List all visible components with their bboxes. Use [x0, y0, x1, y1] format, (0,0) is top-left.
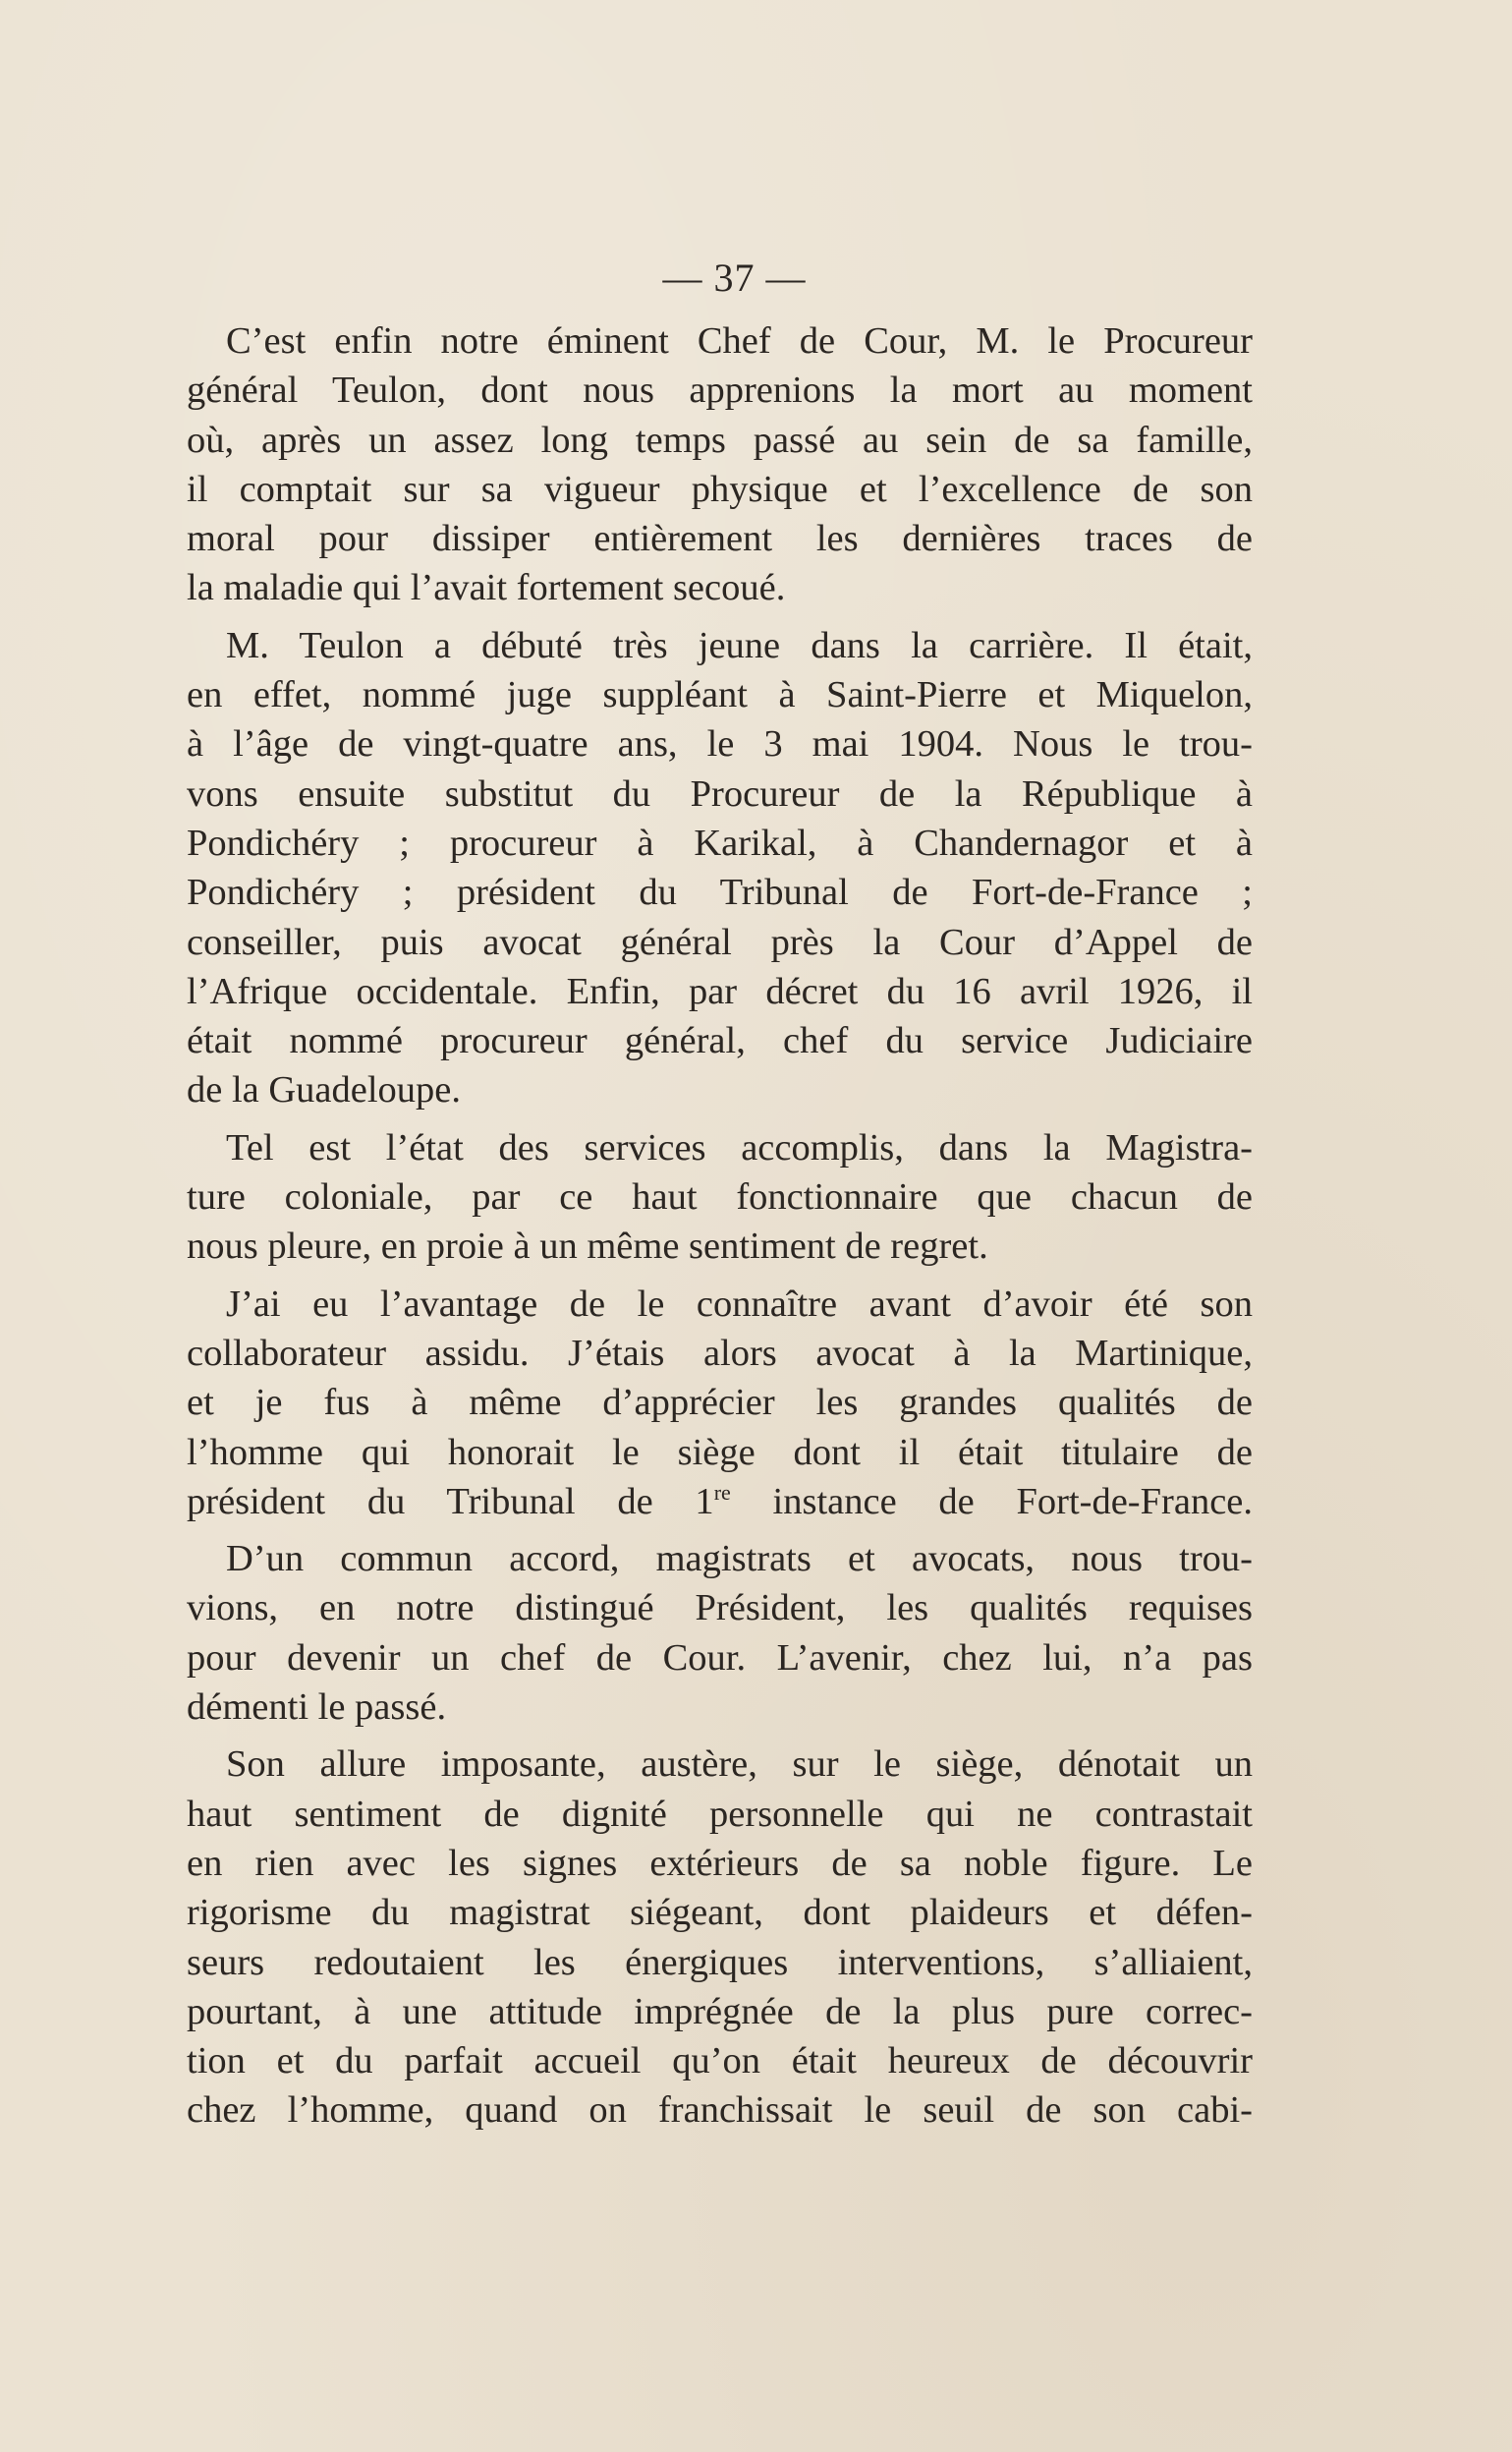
text-line: Pondichéry ; procureur à Karikal, à Chandernagor et à	[187, 822, 1253, 864]
text-line: C’est enfin notre éminent Chef de Cour, M. le Procureur	[226, 320, 1253, 362]
text-fragment: président du Tribunal de 1	[187, 1480, 714, 1522]
paragraph-2	[187, 621, 1253, 1115]
text-line: seurs redoutaient les énergiques interventions, s’alliaient,	[187, 1941, 1253, 1983]
text-line: général Teulon, dont nous apprenions la mort au moment	[187, 370, 1253, 412]
text-line: était nommé procureur général, chef du service Judiciaire	[187, 1020, 1253, 1062]
text-line: de la Guadeloupe.	[187, 1069, 462, 1112]
paragraph-4	[187, 1280, 1253, 1526]
text-line: la maladie qui l’avait fortement secoué.	[187, 567, 786, 609]
text-line: démenti le passé.	[187, 1686, 447, 1729]
page-number: — 37 —	[662, 256, 807, 300]
text-line: vions, en notre distingué Président, les qualités requises	[187, 1587, 1253, 1629]
text-fragment: instance de Fort-de-France.	[730, 1480, 1254, 1522]
text-line: et je fus à même d’apprécier les grandes qualités de	[187, 1382, 1253, 1424]
text-line: l’Afrique occidentale. Enfin, par décret du 16 avril 1926, il	[187, 970, 1253, 1012]
paragraph-1	[187, 316, 1253, 613]
text-line: haut sentiment de dignité personnelle qui ne contrastait	[187, 1793, 1253, 1835]
text-line: en effet, nommé juge suppléant à Saint-Pierre et Miquelon,	[187, 674, 1253, 716]
text-line: J’ai eu l’avantage de le connaître avant d’avoir été son	[226, 1283, 1253, 1325]
text-line: pour devenir un chef de Cour. L’avenir, chez lui, n’a pas	[187, 1636, 1253, 1679]
text-line: pourtant, à une attitude imprégnée de la plus pure correc-	[187, 1990, 1253, 2032]
text-line: rigorisme du magistrat siégeant, dont plaideurs et défen-	[187, 1892, 1253, 1934]
text-line-with-superscript	[187, 1477, 1253, 1526]
text-line: vons ensuite substitut du Procureur de la République à	[187, 772, 1253, 815]
text-line: collaborateur assidu. J’étais alors avocat à la Martinique,	[187, 1332, 1253, 1374]
paragraph-3	[187, 1123, 1253, 1272]
text-line: Tel est l’état des services accomplis, dans la Magistra-	[226, 1126, 1253, 1169]
text-line: tion et du parfait accueil qu’on était heureux de découvrir	[187, 2040, 1253, 2082]
body-text	[187, 254, 1253, 2143]
text-line: l’homme qui honorait le siège dont il était titulaire de	[187, 1431, 1253, 1473]
text-line: ture coloniale, par ce haut fonctionnaire que chacun de	[187, 1176, 1253, 1219]
paragraph-6	[187, 1739, 1253, 2135]
text-line: il comptait sur sa vigueur physique et l’excellence de son	[187, 468, 1253, 510]
text-line: conseiller, puis avocat général près la Cour d’Appel de	[187, 921, 1253, 963]
text-line: Pondichéry ; président du Tribunal de Fort-de-France ;	[187, 872, 1253, 914]
text-line: chez l’homme, quand on franchissait le seuil de son cabi-	[187, 2089, 1253, 2132]
text-line: à l’âge de vingt-quatre ans, le 3 mai 1904. Nous le trou-	[187, 723, 1253, 766]
text-line: nous pleure, en proie à un même sentiment de regret.	[187, 1226, 988, 1268]
paragraph-5	[187, 1534, 1253, 1732]
text-line: Son allure imposante, austère, sur le siège, dénotait un	[226, 1743, 1253, 1786]
text-line: moral pour dissiper entièrement les dernières traces de	[187, 518, 1253, 560]
text-line: en rien avec les signes extérieurs de sa noble figure. Le	[187, 1842, 1253, 1884]
text-line: où, après un assez long temps passé au sein de sa famille,	[187, 419, 1253, 461]
superscript: re	[713, 1479, 731, 1505]
text-line: M. Teulon a débuté très jeune dans la carrière. Il était,	[226, 624, 1253, 666]
text-line: D’un commun accord, magistrats et avocats, nous trou-	[226, 1538, 1253, 1580]
